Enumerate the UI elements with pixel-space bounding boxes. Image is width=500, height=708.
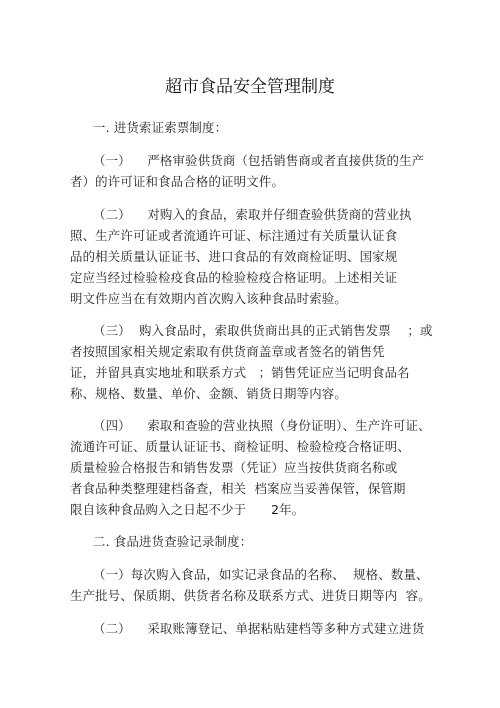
paragraph-line: （二） 对购入的食品，索取并仔细查验供货商的营业执 xyxy=(93,207,412,222)
paragraph-line: 者食品种类整理建档备查，相关 档案应当妥善保管，保管期 xyxy=(70,481,406,496)
paragraph-line: 质量检验合格报告和销售发票（凭证）应当按供货商名称或 xyxy=(70,460,398,475)
page-title: 超市食品安全管理制度 xyxy=(165,77,335,97)
paragraph-line: 限自该种食品购入之日起不少于 2年。 xyxy=(70,502,305,517)
paragraph-line: 证，并留具真实地址和联系方式 ；销售凭证应当记明食品名 xyxy=(70,365,410,380)
paragraph-line: 明文件应当在有效期内首次购入该种食品时索验。 xyxy=(70,291,347,306)
paragraph-line: （四） 索取和查验的营业执照（身份证明）、生产许可证、 xyxy=(93,418,431,433)
paragraph-line: 品的相关质量认证证书、进口食品的有效商检证明、国家规 xyxy=(70,249,398,264)
paragraph-line: 生产批号、保质期、供货者名称及联系方式、进货日期等内 容。 xyxy=(70,588,431,603)
paragraph-line: （一） 严格审验供货商（包括销售商或者直接供货的生产 xyxy=(93,153,425,168)
paragraph-line: （二） 采取账簿登记、单据粘贴建档等多种方式建立进货 xyxy=(93,621,425,636)
paragraph-line: （一）每次购入食品，如实记录食品的名称、 规格、数量、 xyxy=(93,567,429,582)
paragraph-line: 者按照国家相关规定索取有供货商盖章或者签名的销售凭 xyxy=(70,344,385,359)
paragraph-line: 照、生产许可证或者流通许可证、标注通过有关质量认证食 xyxy=(70,228,398,243)
section-heading-2: 二. 食品进货查验记录制度： xyxy=(93,534,253,549)
paragraph-line: 称、规格、数量、单价、金额、销货日期等内容。 xyxy=(70,386,347,401)
paragraph-line: 定应当经过检验检疫食品的检验检疫合格证明。上述相关证 xyxy=(70,270,398,285)
paragraph-line: 流通许可证、质量认证证书、商检证明、检验检疫合格证明、 xyxy=(70,439,410,454)
section-heading-1: 一. 进货索证索票制度： xyxy=(93,120,228,135)
paragraph-line: （三） 购入食品时，索取供货商出具的正式销售发票 ；或 xyxy=(93,323,433,338)
paragraph-line: 者）的许可证和食品合格的证明文件。 xyxy=(70,174,285,189)
